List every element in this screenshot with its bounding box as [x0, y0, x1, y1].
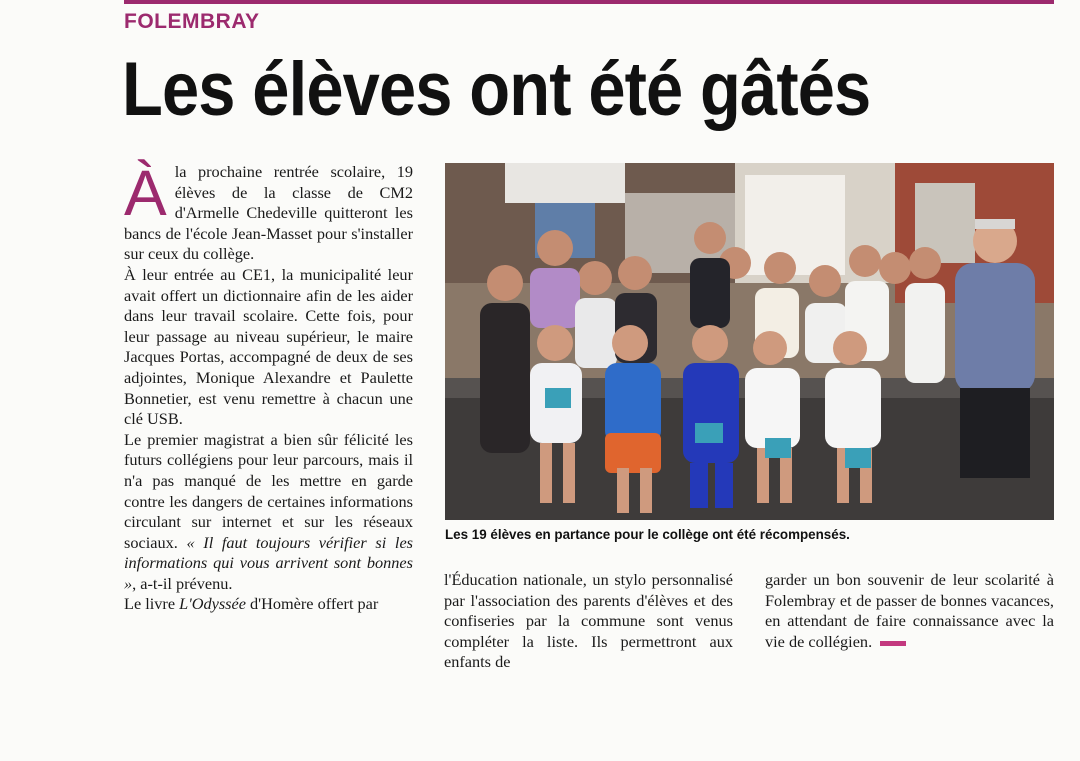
paragraph-text: , a-t-il prévenu. — [132, 573, 233, 593]
paragraph-text: Le premier magistrat a bien sûr félicité les futurs collégiens pour leur parcours, mais il n'a pas manqué de les mettre en garde contre les dangers de certaines informations circulant sur internet et sur les réseaux sociaux. — [124, 429, 413, 552]
group-photo-illustration — [445, 163, 1054, 520]
photo-caption: Les 19 élèves en partance pour le collège ont été récompensés. — [445, 527, 850, 542]
group-photo — [445, 163, 1054, 520]
book-title: L'Odyssée — [179, 594, 246, 614]
article-column-3 — [765, 570, 1054, 652]
paragraph-text: la prochaine rentrée scolaire, 19 élèves de la classe de CM2 d'Armelle Chedeville quitteront les bancs de l'école Jean-Masset pour s'installer sur ceux du collège. — [124, 162, 413, 264]
article-paragraph-6 — [765, 570, 1054, 652]
article-paragraph-3 — [124, 430, 413, 595]
article-paragraph-2: À leur entrée au CE1, la municipalité leur avait offert un dictionnaire afin de les aider dans leur travail scolaire. Cette fois, pour leur passage au niveau supérieur, le maire Jacques Portas, accompagné de deux de ses adjointes, Monique Alexandre et Paulette Bonnetier, est venu remettre à chacun une clé USB. — [124, 264, 413, 429]
article-paragraph-5: l'Éducation nationale, un stylo personnalisé par l'association des parents d'élèves et des confiseries par la commune sont venus compléter la liste. Ils permettront aux enfants de — [444, 570, 733, 672]
article-paragraph-4 — [124, 594, 413, 615]
article-column-2 — [444, 570, 733, 673]
section-kicker: FOLEMBRAY — [124, 10, 260, 33]
paragraph-text: Le livre — [124, 594, 180, 614]
page-title: Les élèves ont été gâtés — [122, 47, 871, 132]
paragraph-text: garder un bon souvenir de leur scolarité à Folembray et de passer de bonnes vacances, en attendant de faire connaissance avec la vie de collégien. — [765, 570, 1054, 651]
drop-cap: À — [124, 157, 167, 229]
article-paragraph-1 — [124, 157, 413, 265]
mayor-quote: « Il faut toujours vérifier si les informations qui vous arrivent sont bonnes » — [124, 532, 414, 593]
end-mark-icon — [880, 641, 906, 646]
top-accent-bar — [124, 0, 1054, 4]
paragraph-text: d'Homère offert par — [245, 594, 379, 614]
article-column-1 — [124, 157, 414, 615]
